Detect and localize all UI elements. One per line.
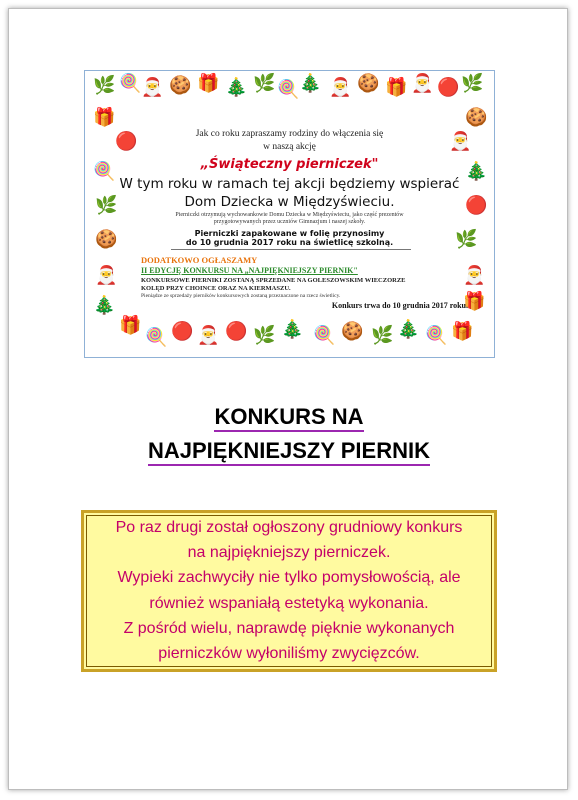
gingerbread-icon: 🍪 xyxy=(169,75,192,96)
gift-icon: 🎁 xyxy=(385,77,408,98)
christmas-tree-icon: 🎄 xyxy=(225,77,248,98)
christmas-tree-icon: 🎄 xyxy=(397,319,420,340)
christmas-tree-icon: 🎄 xyxy=(93,295,116,316)
ornament-icon: 🔴 xyxy=(465,195,488,216)
poster-packaging-line2: do 10 grudnia 2017 roku na świetlicę szkolną. xyxy=(185,238,394,247)
holly-icon: 🌿 xyxy=(455,229,478,250)
christmas-tree-icon: 🎄 xyxy=(299,73,322,94)
ornament-icon: 🔴 xyxy=(225,321,248,342)
headline-line1-text: KONKURS NA xyxy=(214,404,363,432)
gift-icon: 🎁 xyxy=(119,315,142,336)
candy-cane-icon: 🍭 xyxy=(313,325,336,346)
poster-intro-line2: w naszą akcję xyxy=(263,142,316,152)
message-box xyxy=(81,510,497,672)
santa-icon: 🎅 xyxy=(449,131,472,152)
headline-line2 xyxy=(0,438,578,464)
holly-icon: 🌿 xyxy=(461,73,484,94)
poster-image xyxy=(84,70,495,358)
santa-icon: 🎅 xyxy=(95,265,118,286)
poster-proceeds-line: Pieniądze ze sprzedaży pierników konkursowych zostaną przeznaczone na rzecz świetlicy. xyxy=(141,293,341,299)
christmas-tree-icon: 🎄 xyxy=(465,161,488,182)
gift-icon: 🎁 xyxy=(93,107,116,128)
holly-icon: 🌿 xyxy=(253,73,276,94)
holly-icon: 🌿 xyxy=(253,325,276,346)
ornament-icon: 🔴 xyxy=(171,321,194,342)
poster-divider xyxy=(171,249,411,250)
gingerbread-icon: 🍪 xyxy=(357,73,380,94)
holly-icon: 🌿 xyxy=(93,75,116,96)
message-line3: Wypieki zachwyciły nie tylko pomysłowością, ale xyxy=(117,569,461,586)
santa-icon: 🎅 xyxy=(329,77,352,98)
poster-auction-line1: KONKURSOWE PIERNIKI ZOSTANĄ SPRZEDANE NA GOLESZOWSKIM WIECZORZE xyxy=(141,277,406,284)
gingerbread-icon: 🍪 xyxy=(465,107,488,128)
poster-support-line1: W tym roku w ramach tej akcji będziemy wspierać xyxy=(119,176,460,192)
message-line6: pierniczków wyłoniliśmy zwycięzców. xyxy=(158,645,420,662)
poster-campaign-title: „Świąteczny pierniczek" xyxy=(200,157,379,172)
poster-small-line2: przygotowywanych przez uczniów Gimnazjum i naszej szkoły. xyxy=(213,219,366,225)
ornament-icon: 🔴 xyxy=(115,131,138,152)
poster-auction-line2: KOLĘD PRZY CHOINCE ORAZ NA KIERMASZU. xyxy=(141,285,291,292)
santa-icon: 🎅 xyxy=(411,73,434,94)
ornament-icon: 🔴 xyxy=(437,77,460,98)
poster-edition-label: II EDYCJĘ KONKURSU NA „NAJPIĘKNIEJSZY PIERNIK" xyxy=(141,266,358,275)
gift-icon: 🎁 xyxy=(463,291,486,312)
poster-duration-line: Konkurs trwa do 10 grudnia 2017 roku. xyxy=(331,301,468,310)
message-line1: Po raz drugi został ogłoszony grudniowy konkurs xyxy=(115,519,463,536)
gingerbread-icon: 🍪 xyxy=(341,321,364,342)
message-line4: również wspaniałą estetyką wykonania. xyxy=(149,595,429,612)
headline-line1 xyxy=(0,404,578,430)
candy-cane-icon: 🍭 xyxy=(93,161,116,182)
gingerbread-icon: 🍪 xyxy=(95,229,118,250)
poster-small-line1: Pierniczki otrzymują wychowankowie Domu Dziecka w Międzyświeciu, jako część prezentów xyxy=(175,212,404,218)
santa-icon: 🎅 xyxy=(463,265,486,286)
holly-icon: 🌿 xyxy=(371,325,394,346)
gift-icon: 🎁 xyxy=(197,73,220,94)
candy-cane-icon: 🍭 xyxy=(119,73,142,94)
message-line5: Z pośród wielu, naprawdę pięknie wykonanych xyxy=(123,620,455,637)
santa-icon: 🎅 xyxy=(197,325,220,346)
gift-icon: 🎁 xyxy=(451,321,474,342)
candy-cane-icon: 🍭 xyxy=(425,325,448,346)
candy-cane-icon: 🍭 xyxy=(277,79,300,100)
poster-intro-line1: Jak co roku zapraszamy rodziny do włączenia się xyxy=(195,129,384,139)
poster-support-line2: Dom Dziecka w Międzyświeciu. xyxy=(184,194,395,210)
poster-additional-label: DODATKOWO OGŁASZAMY xyxy=(141,255,258,265)
holly-icon: 🌿 xyxy=(95,195,118,216)
headline-line2-text: NAJPIĘKNIEJSZY PIERNIK xyxy=(148,438,430,466)
candy-cane-icon: 🍭 xyxy=(145,327,168,348)
message-line2: na najpiękniejszy pierniczek. xyxy=(187,544,391,561)
santa-icon: 🎅 xyxy=(141,77,164,98)
poster-packaging-line1: Pierniczki zapakowane w folię przynosimy xyxy=(194,229,385,238)
christmas-tree-icon: 🎄 xyxy=(281,319,304,340)
